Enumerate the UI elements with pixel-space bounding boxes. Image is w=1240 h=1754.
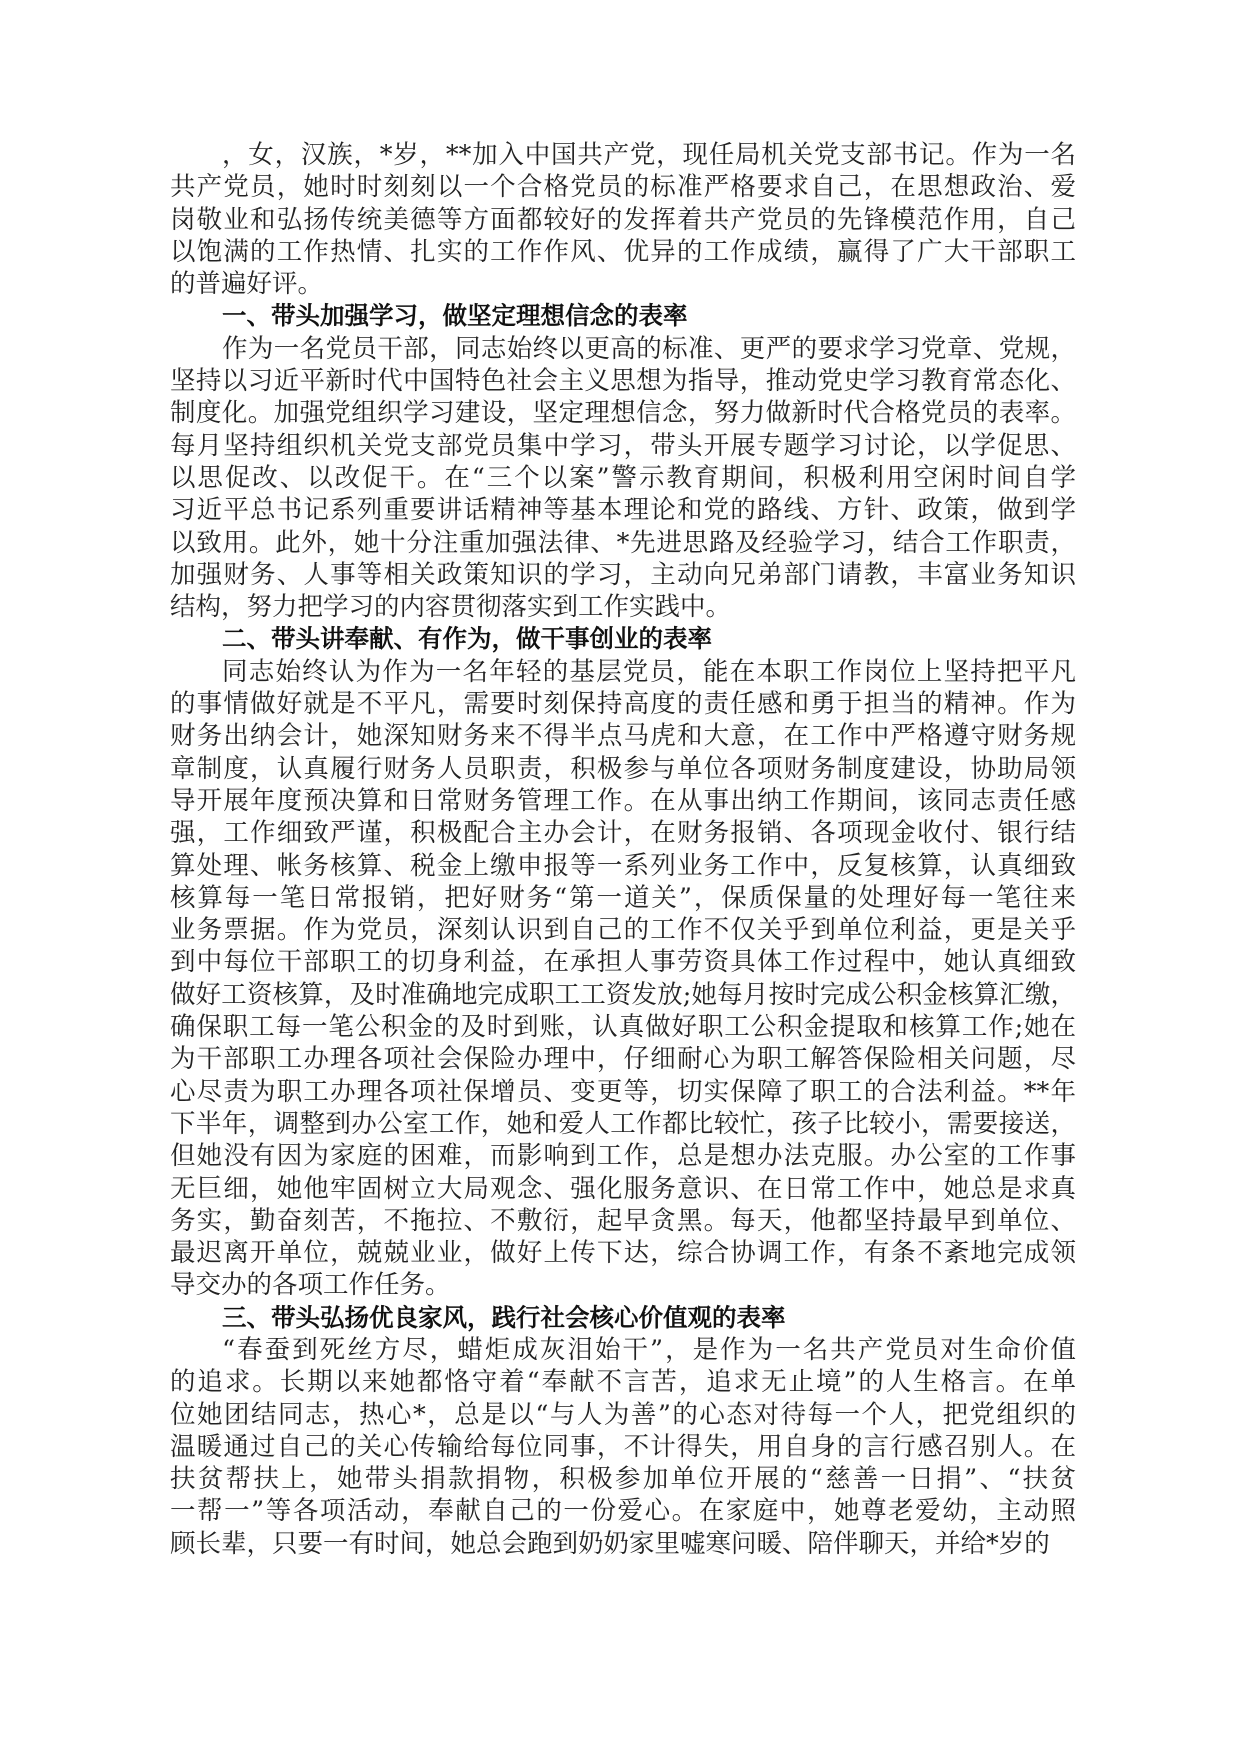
paragraph-line: 到中每位干部职工的切身利益，在承担人事劳资具体工作过程中，她认真细致 [170, 947, 1076, 978]
paragraph-line: 务实，勤奋刻苦，不拖拉、不敷衍，起早贪黑。每天，他都坚持最早到单位、 [170, 1205, 1076, 1236]
paragraph-line: 的追求。长期以来她都恪守着“奉献不言苦，追求无止境”的人生格言。在单 [170, 1367, 1076, 1398]
paragraph-line: 岗敬业和弘扬传统美德等方面都较好的发挥着共产党员的先锋模范作用，自己 [170, 204, 1076, 235]
paragraph-line: 导交办的各项工作任务。 [170, 1270, 451, 1301]
paragraph-line: 位她团结同志，热心*，总是以“与人为善”的心态对待每一个人，把党组织的 [170, 1399, 1076, 1430]
paragraph [170, 139, 1076, 300]
paragraph-line: 无巨细，她他牢固树立大局观念、强化服务意识、在日常工作中，她总是求真 [170, 1173, 1076, 1204]
paragraph-line: 章制度，认真履行财务人员职责，积极参与单位各项财务制度建设，协助局领 [170, 753, 1076, 784]
section-heading: 二、带头讲奉献、有作为，做干事创业的表率 [222, 624, 712, 654]
paragraph-line: 顾长辈，只要一有时间，她总会跑到奶奶家里嘘寒问暖、陪伴聊天，并给*岁的 [170, 1528, 1050, 1559]
paragraph-line: ，女，汉族，*岁，**加入中国共产党，现任局机关党支部书记。作为一名 [222, 140, 1076, 170]
paragraph-line: 温暖通过自己的关心传输给每位同事，不计得失，用自身的言行感召别人。在 [170, 1431, 1076, 1462]
paragraph-line: 的事情做好就是不平凡，需要时刻保持高度的责任感和勇于担当的精神。作为 [170, 689, 1076, 720]
paragraph-line: 强，工作细致严谨，积极配合主办会计，在财务报销、各项现金收付、银行结 [170, 818, 1076, 849]
paragraph-line: 以致用。此外，她十分注重加强法律、*先进思路及经验学习，结合工作职责， [170, 527, 1076, 558]
paragraph-line: 结构，努力把学习的内容贯彻落实到工作实践中。 [170, 592, 732, 623]
paragraph [170, 333, 1076, 624]
paragraph-line: 但她没有因为家庭的困难，而影响到工作，总是想办法克服。办公室的工作事 [170, 1141, 1076, 1172]
paragraph-line: 最迟离开单位，兢兢业业，做好上传下达，综合协调工作，有条不紊地完成领 [170, 1238, 1076, 1269]
paragraph-line: 下半年，调整到办公室工作，她和爱人工作都比较忙，孩子比较小，需要接送， [170, 1108, 1076, 1139]
paragraph-line: 算处理、帐务核算、税金上缴申报等一系列业务工作中，反复核算，认真细致 [170, 850, 1076, 881]
paragraph-line: 同志始终认为作为一名年轻的基层党员，能在本职工作岗位上坚持把平凡 [222, 656, 1076, 687]
paragraph-line: 制度化。加强党组织学习建设，坚定理想信念，努力做新时代合格党员的表率。 [170, 398, 1076, 429]
paragraph-line: 的普遍好评。 [170, 269, 324, 300]
paragraph-line: 以饱满的工作热情、扎实的工作作风、优异的工作成绩，赢得了广大干部职工 [170, 236, 1076, 267]
paragraph-line: 加强财务、人事等相关政策知识的学习，主动向兄弟部门请教，丰富业务知识 [170, 559, 1076, 590]
document-body [170, 139, 1076, 1560]
paragraph-line: 坚持以习近平新时代中国特色社会主义思想为指导，推动党史学习教育常态化、 [170, 366, 1076, 397]
paragraph-line: 财务出纳会计，她深知财务来不得半点马虎和大意，在工作中严格遵守财务规 [170, 721, 1076, 752]
paragraph-line: 核算每一笔日常报销，把好财务“第一道关”，保质保量的处理好每一笔往来 [170, 882, 1076, 913]
paragraph-line: 每月坚持组织机关党支部党员集中学习，带头开展专题学习讨论，以学促思、 [170, 430, 1076, 461]
paragraph-line: 做好工资核算，及时准确地完成职工工资发放;她每月按时完成公积金核算汇缴， [170, 979, 1076, 1010]
section-heading: 一、带头加强学习，做坚定理想信念的表率 [222, 301, 688, 331]
paragraph-line: 确保职工每一笔公积金的及时到账，认真做好职工公积金提取和核算工作;她在 [170, 1012, 1076, 1043]
paragraph-line: “春蚕到死丝方尽，蜡炬成灰泪始干”，是作为一名共产党员对生命价值 [222, 1334, 1076, 1365]
paragraph [170, 656, 1076, 1302]
section-heading: 三、带头弘扬优良家风，践行社会核心价值观的表率 [222, 1302, 786, 1332]
paragraph-line: 共产党员，她时时刻刻以一个合格党员的标准严格要求自己，在思想政治、爱 [170, 172, 1076, 203]
paragraph-line: 习近平总书记系列重要讲话精神等基本理论和党的路线、方针、政策，做到学 [170, 495, 1076, 526]
paragraph [170, 1334, 1076, 1560]
paragraph-line: 作为一名党员干部，同志始终以更高的标准、更严的要求学习党章、党规， [222, 333, 1076, 364]
paragraph-line: 为干部职工办理各项社会保险办理中，仔细耐心为职工解答保险相关问题，尽 [170, 1044, 1076, 1075]
paragraph-line: 业务票据。作为党员，深刻认识到自己的工作不仅关乎到单位利益，更是关乎 [170, 915, 1076, 946]
paragraph-line: 导开展年度预决算和日常财务管理工作。在从事出纳工作期间，该同志责任感 [170, 785, 1076, 816]
paragraph-line: 以思促改、以改促干。在“三个以案”警示教育期间，积极利用空闲时间自学 [170, 462, 1076, 493]
paragraph-line: 心尽责为职工办理各项社保增员、变更等，切实保障了职工的合法利益。**年 [170, 1076, 1076, 1107]
paragraph-line: 扶贫帮扶上，她带头捐款捐物，积极参加单位开展的“慈善一日捐”、“扶贫 [170, 1464, 1076, 1495]
paragraph-line: 一帮一”等各项活动，奉献自己的一份爱心。在家庭中，她尊老爱幼，主动照 [170, 1496, 1076, 1527]
